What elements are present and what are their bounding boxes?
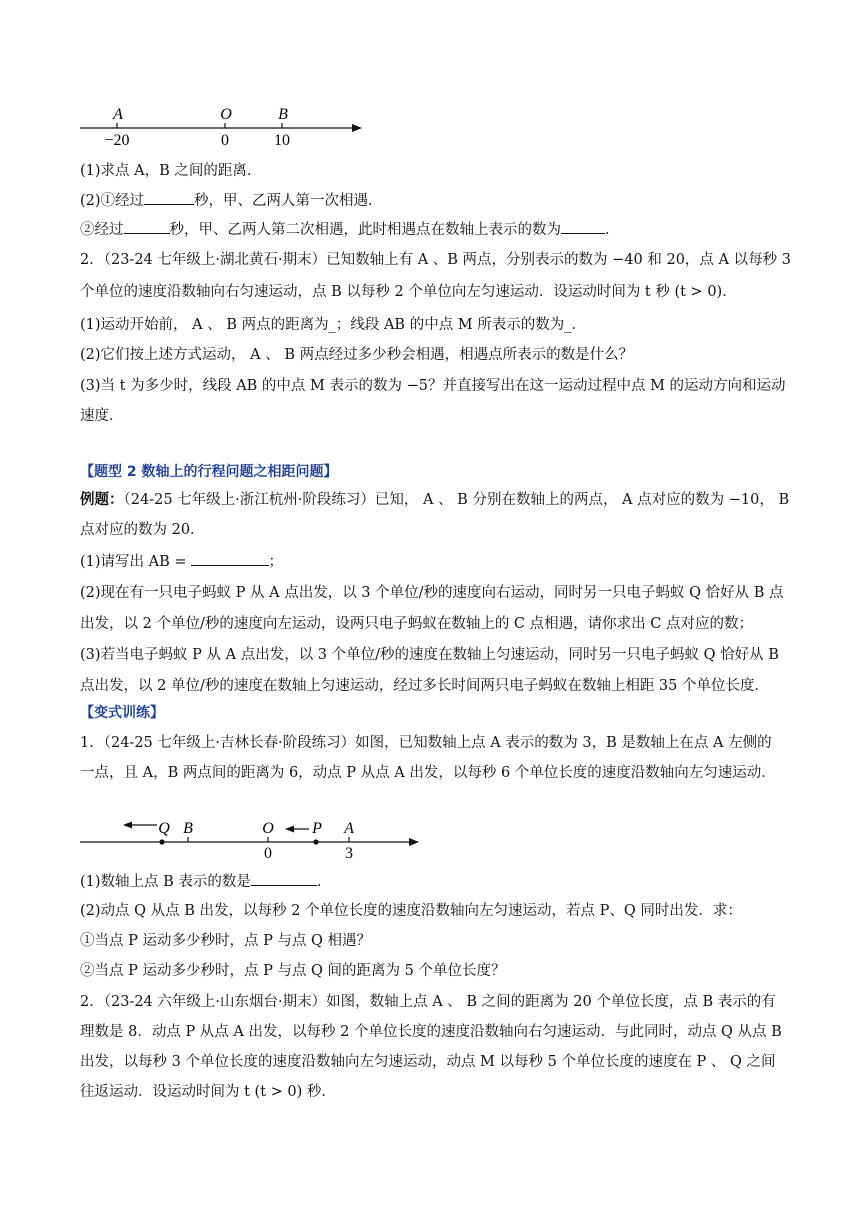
variant-p2-line-1: 2．（23-24 六年级上·山东烟台·期末）如图，数轴上点 A 、 B 之间的距离为 20 个单位长度，点 B 表示的有 — [80, 994, 776, 1010]
example-q1-end: ； — [268, 554, 284, 570]
point-b-label: B — [183, 820, 193, 837]
variant-p1-question-1 — [80, 871, 792, 892]
p1-q2-suffix: 秒，甲、乙两人第一次相遇． — [194, 193, 383, 209]
tick-value-o: 0 — [221, 132, 229, 149]
p2-question-3-line-2: 速度． — [80, 408, 124, 424]
variant-p2-line-4: 往返运动．设运动时间为 t (t > 0) 秒． — [80, 1084, 336, 1100]
tick-value-o: 0 — [264, 845, 272, 862]
example-label: 例题： — [80, 492, 124, 508]
p1-question-1: (1)求点 A，B 之间的距离． — [80, 163, 262, 179]
point-o-label: O — [262, 820, 274, 837]
p2-question-2: (2)它们按上述方式运动， A 、 B 两点经过多少秒会相遇，相遇点所表示的数是什么？ — [80, 347, 634, 363]
p2-question-1: (1)运动开始前， A 、 B 两点的距离为_；线段 AB 的中点 M 所表示的数为_． — [80, 317, 587, 333]
point-a-label: A — [344, 820, 354, 837]
variant-training-heading: 【变式训练】 — [80, 705, 164, 721]
variant-p2-line-2: 理数是 8．动点 P 从点 A 出发，以每秒 2 个单位长度的速度沿数轴向右匀速运动．与此同时，动点 Q 从点 B — [80, 1024, 782, 1040]
variant-p1-line-1: 1．（24-25 七年级上·吉林长春·阶段练习）如图，已知数轴上点 A 表示的数为 3，B 是数轴上在点 A 左侧的 — [80, 735, 772, 751]
variant-p1-question-2b: ②当点 P 运动多少秒时，点 P 与点 Q 间的距离为 5 个单位长度？ — [80, 963, 506, 979]
point-b-label: B — [278, 106, 288, 123]
example-question-3-line-2: 点出发，以 2 单位/秒的速度在数轴上匀速运动，经过多长时间两只电子蚂蚁在数轴上相距 35 个单位长度． — [80, 678, 769, 694]
variant-p1-q1-end: ． — [316, 874, 332, 890]
tick-value-b: 10 — [274, 132, 290, 149]
point-a-label: A — [113, 106, 123, 123]
p1-q2-prefix: (2)①经过 — [80, 193, 145, 209]
example-question-1 — [80, 551, 792, 572]
p1-question-3 — [80, 219, 792, 240]
example-stem-text: （24-25 七年级上·浙江杭州·阶段练习）已知， A 、 B 分别在数轴上的两点， A 点对应的数为 −10， B — [123, 492, 790, 508]
answer-blank — [124, 219, 170, 234]
point-p-label: P — [312, 820, 322, 837]
example-question-3-line-1: (3)若当电子蚂蚁 P 从 A 点出发，以 3 个单位/秒的速度在数轴上匀速运动，同时另一只电子蚂蚁 Q 恰好从 B — [80, 647, 779, 663]
number-line-figure-2 — [75, 812, 425, 862]
answer-blank — [144, 190, 194, 205]
answer-blank — [191, 551, 269, 566]
tick-value-a: 3 — [345, 845, 353, 862]
p1-q3-prefix: ②经过 — [80, 222, 124, 238]
answer-blank — [561, 219, 605, 234]
p1-question-2 — [80, 190, 792, 211]
answer-blank — [251, 871, 317, 886]
p1-q3-end: ． — [605, 222, 620, 238]
variant-p1-line-2: 一点，且 A，B 两点间的距离为 6，动点 P 从点 A 出发，以每秒 6 个单位长度的速度沿数轴向左匀速运动． — [80, 765, 776, 781]
variant-p1-q1-text: (1)数轴上点 B 表示的数是 — [80, 874, 251, 890]
point-q-label: Q — [158, 820, 170, 837]
variant-p2-line-3: 出发，以每秒 3 个单位长度的速度沿数轴向左匀速运动，动点 M 以每秒 5 个单位长度的速度在 P 、 Q 之间 — [80, 1054, 776, 1070]
point-p-dot — [313, 839, 318, 844]
example-stem-line-2: 点对应的数为 20． — [80, 522, 205, 538]
p2-question-3-line-1: (3)当 t 为多少时，线段 AB 的中点 M 表示的数为 −5？并直接写出在这一运动过程中点 M 的运动方向和运动 — [80, 378, 786, 394]
point-q-dot — [159, 839, 164, 844]
example-question-2-line-1: (2)现在有一只电子蚂蚁 P 从 A 点出发，以 3 个单位/秒的速度向右运动，同时另一只电子蚂蚁 Q 恰好从 B 点 — [80, 585, 784, 601]
example-question-2-line-2: 出发，以 2 个单位/秒的速度向左运动，设两只电子蚂蚁在数轴上的 C 点相遇，请你求出 C 点对应的数； — [80, 616, 753, 632]
number-line-figure-1 — [75, 100, 375, 152]
p2-stem-line-1: 2．（23-24 七年级上·湖北黄石·期末）已知数轴上有 A 、B 两点，分别表示的数为 −40 和 20，点 A 以每秒 3 — [80, 252, 791, 268]
variant-p1-question-2a: ①当点 P 运动多少秒时，点 P 与点 Q 相遇？ — [80, 933, 372, 949]
point-o-label: O — [220, 106, 232, 123]
tick-value-a: −20 — [104, 132, 130, 149]
p2-stem-line-2: 个单位的速度沿数轴向右匀速运动，点 B 以每秒 2 个单位向左匀速运动．设运动时间为 t 秒 (t > 0)． — [80, 284, 737, 300]
example-stem-line-1 — [80, 490, 792, 510]
p1-q3-mid: 秒，甲、乙两人第二次相遇，此时相遇点在数轴上表示的数为 — [169, 222, 561, 238]
variant-p1-question-2: (2)动点 Q 从点 B 出发，以每秒 2 个单位长度的速度沿数轴向左匀速运动，若点 P、Q 同时出发．求： — [80, 903, 742, 919]
example-q1-text: (1)请写出 AB = — [80, 554, 187, 570]
section-heading-type-2: 【题型 2 数轴上的行程问题之相距问题】 — [80, 464, 338, 480]
